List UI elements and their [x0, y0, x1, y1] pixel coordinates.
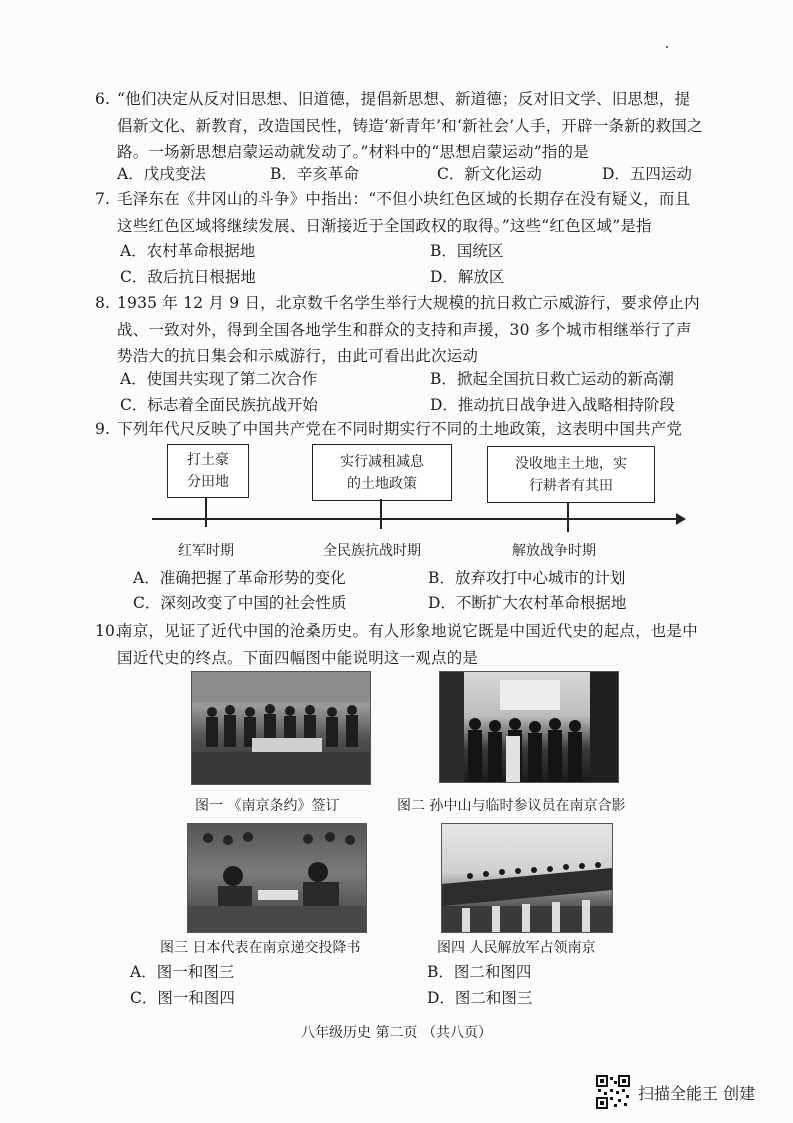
question-8: [95, 290, 705, 370]
photo-figures: [188, 824, 366, 932]
caption-figure-4: 图四 人民解放军占领南京: [437, 940, 596, 956]
timeline-tick-2: [380, 499, 382, 529]
option-c[interactable]: C．图一和图四: [130, 989, 235, 1007]
period-label-1: 红军时期: [178, 543, 234, 559]
option-a[interactable]: A．戊戌变法: [117, 165, 206, 183]
timeline-axis: [152, 518, 680, 520]
timeline-box-3: 没收地主土地，实 行耕者有其田: [487, 446, 655, 503]
option-d[interactable]: D．图二和图三: [427, 989, 533, 1007]
page-footer: 八年级历史 第二页 （共八页）: [301, 1025, 492, 1041]
question-6: [95, 86, 705, 166]
photo-treaty-signing: [191, 671, 371, 785]
option-b[interactable]: B．图二和图四: [427, 963, 532, 981]
option-b[interactable]: B．国统区: [430, 242, 504, 260]
qr-code-icon: [596, 1075, 630, 1109]
timeline-tick-1: [205, 497, 207, 527]
question-stem: 毛泽东在《井冈山的斗争》中指出：“不但小块红色区域的长期存在没有疑义，而且这些红色区域将继续发展、日渐接近于全国政权的取得。”这些“红色区域”是指: [117, 190, 691, 235]
question-number: 8.: [95, 294, 111, 312]
photo-pla-nanjing: [441, 823, 613, 933]
timeline-box-1: 打土豪 分田地: [167, 444, 249, 498]
option-c[interactable]: C．标志着全面民族抗战开始: [120, 396, 318, 414]
question-10: [95, 618, 705, 671]
photo-group-portrait: [439, 671, 619, 783]
option-a[interactable]: A．农村革命根据地: [120, 242, 256, 260]
option-b[interactable]: B．辛亥革命: [270, 165, 359, 183]
caption-figure-2: 图二 孙中山与临时参议员在南京合影: [397, 798, 626, 814]
question-9: [95, 416, 705, 443]
qr-pattern: [596, 1075, 630, 1109]
photo-figures: [192, 672, 370, 784]
photo-figures: [440, 672, 618, 782]
question-number: 7.: [95, 190, 111, 208]
period-label-2: 全民族抗战时期: [323, 543, 421, 559]
period-label-3: 解放战争时期: [512, 543, 596, 559]
caption-figure-1: 图一 《南京条约》签订: [195, 798, 340, 814]
option-a[interactable]: A．使国共实现了第二次合作: [120, 370, 318, 388]
question-stem: 1935 年 12 月 9 日，北京数千名学生举行大规模的抗日救亡示威游行，要求停止内战、一致对外，得到全国各地学生和群众的支持和声援，30 多个城市相继举行了声势浩大的抗日集会和示威游行，由此可看出此次运动: [117, 294, 700, 365]
question-number: 10.: [95, 622, 121, 640]
option-d[interactable]: D．推动抗日战争进入战略相持阶段: [430, 396, 675, 414]
timeline-arrow: [676, 513, 686, 525]
photo-surrender-ceremony: [187, 823, 367, 933]
photo-figures: [442, 824, 612, 932]
option-a[interactable]: A．准确把握了革命形势的变化: [133, 569, 346, 587]
timeline-tick-3: [567, 502, 569, 532]
question-stem: 南京，见证了近代中国的沧桑历史。有人形象地说它既是中国近代史的起点，也是中国近代史的终点。下面四幅图中能说明这一观点的是: [117, 622, 698, 667]
option-c[interactable]: C．敌后抗日根据地: [120, 268, 256, 286]
option-d[interactable]: D．不断扩大农村革命根据地: [428, 594, 627, 612]
option-d[interactable]: D．五四运动: [602, 165, 692, 183]
question-stem: 下列年代尺反映了中国共产党在不同时期实行不同的土地政策，这表明中国共产党: [117, 420, 683, 438]
question-7: [95, 186, 705, 239]
option-b[interactable]: B．放弃攻打中心城市的计划: [428, 569, 626, 587]
timeline-box-2: 实行减租减息 的土地政策: [312, 444, 452, 501]
option-a[interactable]: A．图一和图三: [130, 963, 235, 981]
option-c[interactable]: C．深刻改变了中国的社会性质: [133, 594, 347, 612]
question-stem: “他们决定从反对旧思想、旧道德，提倡新思想、新道德；反对旧文学、旧思想，提倡新文化、新教育，改造国民性，铸造‘新青年’和‘新社会’人手，开辟一条新的救国之路。一场新思想启蒙运动就发动了。”材料中的“思想启蒙运动”指的是: [117, 90, 703, 161]
option-c[interactable]: C．新文化运动: [437, 165, 542, 183]
speck: [666, 46, 668, 48]
question-number: 6.: [95, 90, 111, 108]
option-d[interactable]: D．解放区: [430, 268, 505, 286]
scanner-watermark-text: 扫描全能王 创建: [638, 1083, 756, 1103]
scanner-watermark: [596, 1075, 755, 1109]
caption-figure-3: 图三 日本代表在南京递交投降书: [160, 940, 361, 956]
question-number: 9.: [95, 420, 111, 438]
option-b[interactable]: B．掀起全国抗日救亡运动的新高潮: [430, 370, 674, 388]
